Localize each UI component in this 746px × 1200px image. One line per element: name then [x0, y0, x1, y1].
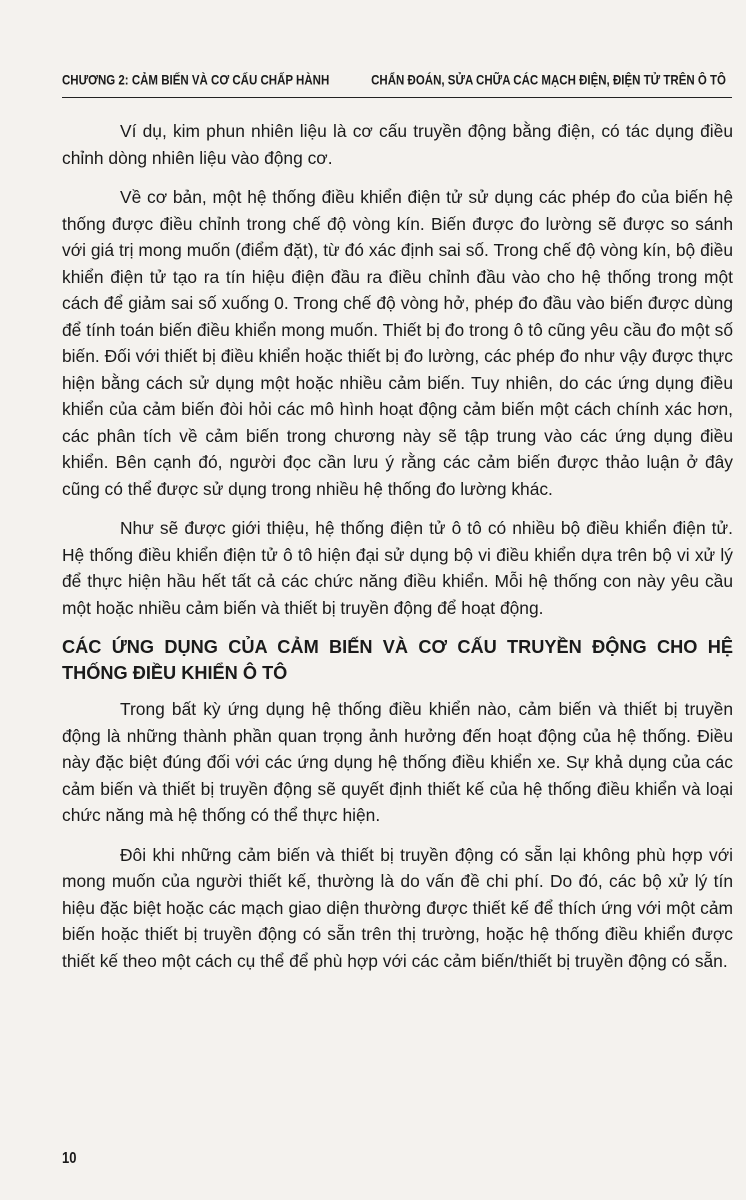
paragraph-3: Như sẽ được giới thiệu, hệ thống điện tử ô tô có nhiều bộ điều khiển điện tử. Hệ thống điều khiển điện tử ô tô hiện đại sử dụng bộ vi điều khiển dựa trên bộ vi xử lý để thực hiện hầu hết tất cả các chức năng điều khiển. Mỗi hệ thống con này yêu cầu một hoặc nhiều cảm biến và thiết bị truyền động để hoạt động. [62, 518, 733, 618]
paragraph-5: Đôi khi những cảm biến và thiết bị truyền động có sẵn lại không phù hợp với mong muốn của người thiết kế, thường là do vấn đề chi phí. Do đó, các bộ xử lý tín hiệu đặc biệt hoặc các mạch giao diện thường được thiết kế để thích ứng với một cảm biến hoặc thiết bị truyền động có sẵn trên thị trường, hoặc hệ thống điều khiển được thiết kế theo một cách cụ thể để phù hợp với các cảm biến/thiết bị truyền động có sẵn. [62, 844, 733, 971]
page-body [62, 118, 733, 987]
section-heading: CÁC ỨNG DỤNG CỦA CẢM BIẾN VÀ CƠ CẤU TRUYỀN ĐỘNG CHO HỆ THỐNG ĐIỀU KHIỂN Ô TÔ [62, 637, 733, 683]
header-divider [62, 97, 732, 98]
paragraph-4: Trong bất kỳ ứng dụng hệ thống điều khiển nào, cảm biến và thiết bị truyền động là những thành phần quan trọng ảnh hưởng đến hoạt động của hệ thống. Điều này đặc biệt đúng đối với các ứng dụng hệ thống điều khiển xe. Sự khả dụng của các cảm biến và thiết bị truyền động sẽ quyết định thiết kế của hệ thống điều khiển và loại chức năng mà hệ thống có thể thực hiện. [62, 699, 733, 825]
chapter-title: CHƯƠNG 2: CẢM BIẾN VÀ CƠ CẤU CHẤP HÀNH [62, 73, 330, 88]
page-number: 10 [62, 1148, 77, 1167]
book-title: CHẨN ĐOÁN, SỬA CHỮA CÁC MẠCH ĐIỆN, ĐIỆN TỬ TRÊN Ô TÔ [371, 73, 726, 88]
paragraph-1: Ví dụ, kim phun nhiên liệu là cơ cấu truyền động bằng điện, có tác dụng điều chỉnh dòng nhiên liệu vào động cơ. [62, 121, 733, 168]
running-header [62, 57, 726, 88]
paragraph-2: Về cơ bản, một hệ thống điều khiển điện tử sử dụng các phép đo của biến hệ thống được điều chỉnh trong chế độ vòng kín. Biến được đo lường sẽ được so sánh với giá trị mong muốn (điểm đặt), từ đó xác định sai số. Trong chế độ vòng kín, bộ điều khiển điện tử tạo ra tín hiệu điện đầu ra điều chỉnh đầu vào cho hệ thống trong một cách để giảm sai số xuống 0. Trong chế độ vòng hở, phép đo đầu vào biến được dùng để tính toán biến điều khiển mong muốn. Thiết bị đo trong ô tô cũng yêu cầu đo một số biến. Đối với thiết bị điều khiển hoặc thiết bị đo lường, các phép đo như vậy được thực hiện bằng cách sử dụng một hoặc nhiều cảm biến. Tuy nhiên, do các ứng dụng điều khiển của cảm biến đòi hỏi các mô hình hoạt động cảm biến một cách chính xác hơn, các phân tích về cảm biến trong chương này sẽ tập trung vào các ứng dụng điều khiển. Bên cạnh đó, người đọc cần lưu ý rằng các cảm biến được thảo luận ở đây cũng có thể được sử dụng trong nhiều hệ thống đo lường khác. [62, 187, 733, 499]
